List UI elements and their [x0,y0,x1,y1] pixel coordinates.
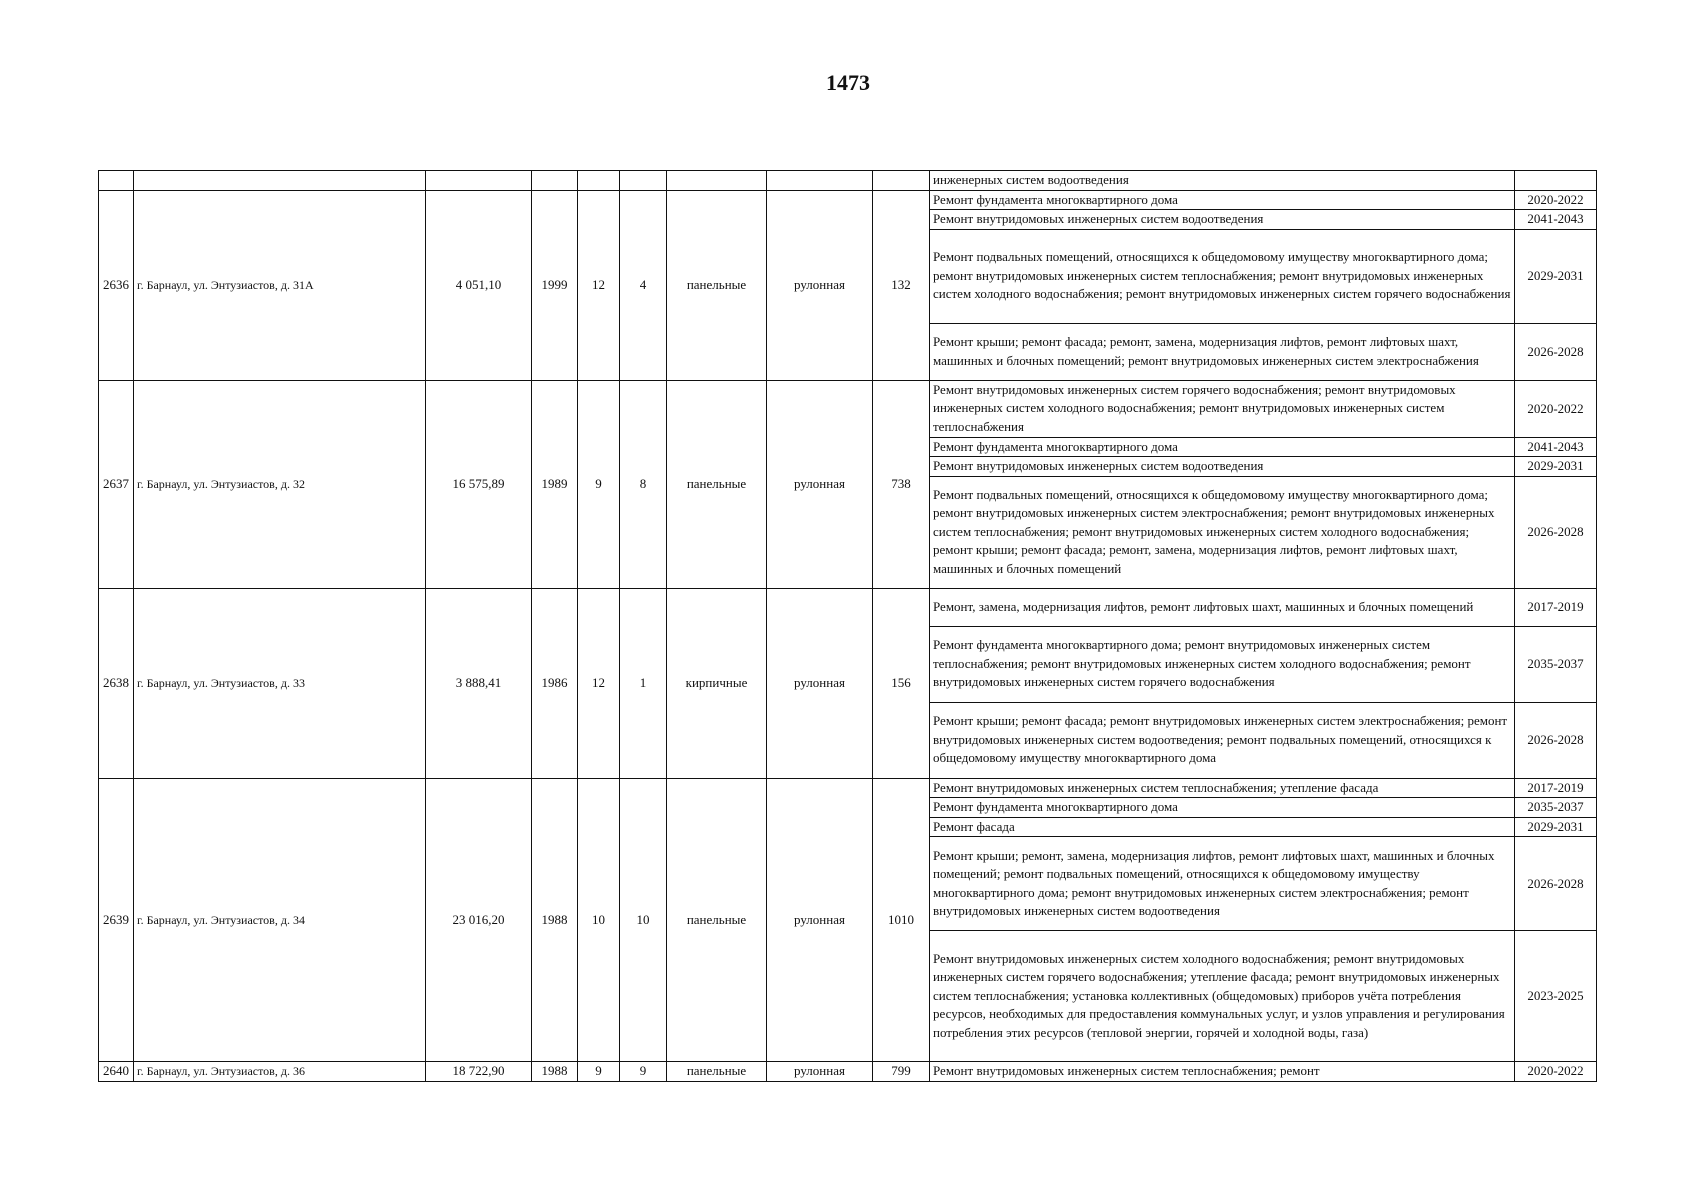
cell-years: 2029-2031 [1515,229,1597,323]
cell-years: 2023-2025 [1515,931,1597,1062]
cell-residents: 799 [873,1062,930,1082]
cell-address: г. Барнаул, ул. Энтузиастов, д. 34 [134,778,426,1062]
cell-years: 2029-2031 [1515,817,1597,837]
page-number: 1473 [826,70,870,95]
cell-no: 2639 [99,778,134,1062]
cell-area [426,171,532,191]
table-row [99,778,1597,798]
cell-floors [578,171,620,191]
cell-no: 2638 [99,588,134,778]
cell-work: Ремонт внутридомовых инженерных систем водоотведения [930,210,1515,230]
cell-work: Ремонт фасада [930,817,1515,837]
table-row [99,588,1597,626]
cell-no: 2636 [99,190,134,380]
cell-entrances: 10 [620,778,667,1062]
cell-year: 1988 [532,778,578,1062]
cell-work: Ремонт внутридомовых инженерных систем холодного водоснабжения; ремонт внутридомовых инженерных систем горячего водоснабжения; утепление фасада; ремонт внутридомовых инженерных систем теплоснабжения; установка коллективных (общедомовых) приборов учёта потребления ресурсов, необходимых для предоставления коммунальных услуг, и узлов управления и регулирования потребления этих ресурсов (тепловой энергии, горячей и холодной воды, газа) [930,931,1515,1062]
cell-entrances [620,171,667,191]
table-row [99,190,1597,210]
cell-work: Ремонт подвальных помещений, относящихся к общедомовому имуществу многоквартирного дома; ремонт внутридомовых инженерных систем теплоснабжения; ремонт внутридомовых инженерных систем холодного водоснабжения; ремонт внутридомовых инженерных систем горячего водоснабжения [930,229,1515,323]
cell-years: 2035-2037 [1515,626,1597,702]
cell-year: 1989 [532,380,578,588]
cell-work: Ремонт фундамента многоквартирного дома; ремонт внутридомовых инженерных систем теплоснабжения; ремонт внутридомовых инженерных систем холодного водоснабжения; ремонт внутридомовых инженерных систем горячего водоснабжения [930,626,1515,702]
cell-area: 16 575,89 [426,380,532,588]
cell-residents: 738 [873,380,930,588]
cell-year: 1999 [532,190,578,380]
cell-residents [873,171,930,191]
cell-roof [767,171,873,191]
cell-years: 2020-2022 [1515,1062,1597,1082]
cell-address: г. Барнаул, ул. Энтузиастов, д. 31А [134,190,426,380]
cell-walls: панельные [667,778,767,1062]
cell-residents: 156 [873,588,930,778]
cell-years: 2020-2022 [1515,190,1597,210]
cell-walls [667,171,767,191]
cell-work: Ремонт внутридомовых инженерных систем теплоснабжения; ремонт [930,1062,1515,1082]
cell-roof: рулонная [767,778,873,1062]
cell-address [134,171,426,191]
cell-entrances: 4 [620,190,667,380]
cell-area: 4 051,10 [426,190,532,380]
table-row [99,1062,1597,1082]
cell-residents: 132 [873,190,930,380]
cell-years: 2026-2028 [1515,837,1597,931]
cell-years: 2017-2019 [1515,588,1597,626]
cell-area: 18 722,90 [426,1062,532,1082]
cell-work: Ремонт внутридомовых инженерных систем водоотведения [930,457,1515,477]
cell-entrances: 1 [620,588,667,778]
cell-walls: панельные [667,190,767,380]
cell-floors: 10 [578,778,620,1062]
cell-entrances: 8 [620,380,667,588]
cell-years: 2017-2019 [1515,778,1597,798]
cell-years: 2020-2022 [1515,380,1597,437]
cell-roof: рулонная [767,190,873,380]
cell-roof: рулонная [767,380,873,588]
cell-area: 23 016,20 [426,778,532,1062]
table-row [99,171,1597,191]
cell-no [99,171,134,191]
cell-work: Ремонт, замена, модернизация лифтов, ремонт лифтовых шахт, машинных и блочных помещений [930,588,1515,626]
cell-work: Ремонт фундамента многоквартирного дома [930,437,1515,457]
housing-repair-table [98,170,1597,1082]
cell-address: г. Барнаул, ул. Энтузиастов, д. 33 [134,588,426,778]
cell-work: Ремонт фундамента многоквартирного дома [930,190,1515,210]
cell-work: Ремонт внутридомовых инженерных систем теплоснабжения; утепление фасада [930,778,1515,798]
cell-work: Ремонт крыши; ремонт, замена, модернизация лифтов, ремонт лифтовых шахт, машинных и блочных помещений; ремонт подвальных помещений, относящихся к общедомовому имуществу многоквартирного дома; ремонт внутридомовых инженерных систем электроснабжения; ремонт внутридомовых инженерных систем водоотведения [930,837,1515,931]
cell-residents: 1010 [873,778,930,1062]
cell-work: Ремонт крыши; ремонт фасада; ремонт, замена, модернизация лифтов, ремонт лифтовых шахт, машинных и блочных помещений; ремонт внутридомовых инженерных систем электроснабжения [930,323,1515,380]
cell-address: г. Барнаул, ул. Энтузиастов, д. 36 [134,1062,426,1082]
cell-walls: панельные [667,1062,767,1082]
cell-year: 1988 [532,1062,578,1082]
cell-roof: рулонная [767,588,873,778]
table-row [99,380,1597,437]
cell-years: 2041-2043 [1515,210,1597,230]
cell-floors: 12 [578,190,620,380]
cell-work: Ремонт фундамента многоквартирного дома [930,798,1515,818]
cell-years: 2041-2043 [1515,437,1597,457]
cell-floors: 12 [578,588,620,778]
cell-years: 2035-2037 [1515,798,1597,818]
cell-no: 2640 [99,1062,134,1082]
cell-walls: кирпичные [667,588,767,778]
cell-address: г. Барнаул, ул. Энтузиастов, д. 32 [134,380,426,588]
cell-walls: панельные [667,380,767,588]
cell-work: Ремонт подвальных помещений, относящихся к общедомовому имуществу многоквартирного дома; ремонт внутридомовых инженерных систем электроснабжения; ремонт внутридомовых инженерных систем теплоснабжения; ремонт внутридомовых инженерных систем холодного водоснабжения; ремонт крыши; ремонт фасада; ремонт, замена, модернизация лифтов, ремонт лифтовых шахт, машинных и блочных помещений [930,476,1515,588]
cell-years: 2029-2031 [1515,457,1597,477]
cell-year [532,171,578,191]
cell-area: 3 888,41 [426,588,532,778]
cell-roof: рулонная [767,1062,873,1082]
cell-years: 2026-2028 [1515,323,1597,380]
cell-years [1515,171,1597,191]
cell-years: 2026-2028 [1515,702,1597,778]
cell-floors: 9 [578,1062,620,1082]
cell-entrances: 9 [620,1062,667,1082]
cell-work: Ремонт внутридомовых инженерных систем горячего водоснабжения; ремонт внутридомовых инженерных систем холодного водоснабжения; ремонт внутридомовых инженерных систем теплоснабжения [930,380,1515,437]
cell-year: 1986 [532,588,578,778]
cell-years: 2026-2028 [1515,476,1597,588]
cell-floors: 9 [578,380,620,588]
cell-work: инженерных систем водоотведения [930,171,1515,191]
cell-work: Ремонт крыши; ремонт фасада; ремонт внутридомовых инженерных систем электроснабжения; ремонт внутридомовых инженерных систем водоотведения; ремонт подвальных помещений, относящихся к общедомовому имуществу многоквартирного дома [930,702,1515,778]
cell-no: 2637 [99,380,134,588]
